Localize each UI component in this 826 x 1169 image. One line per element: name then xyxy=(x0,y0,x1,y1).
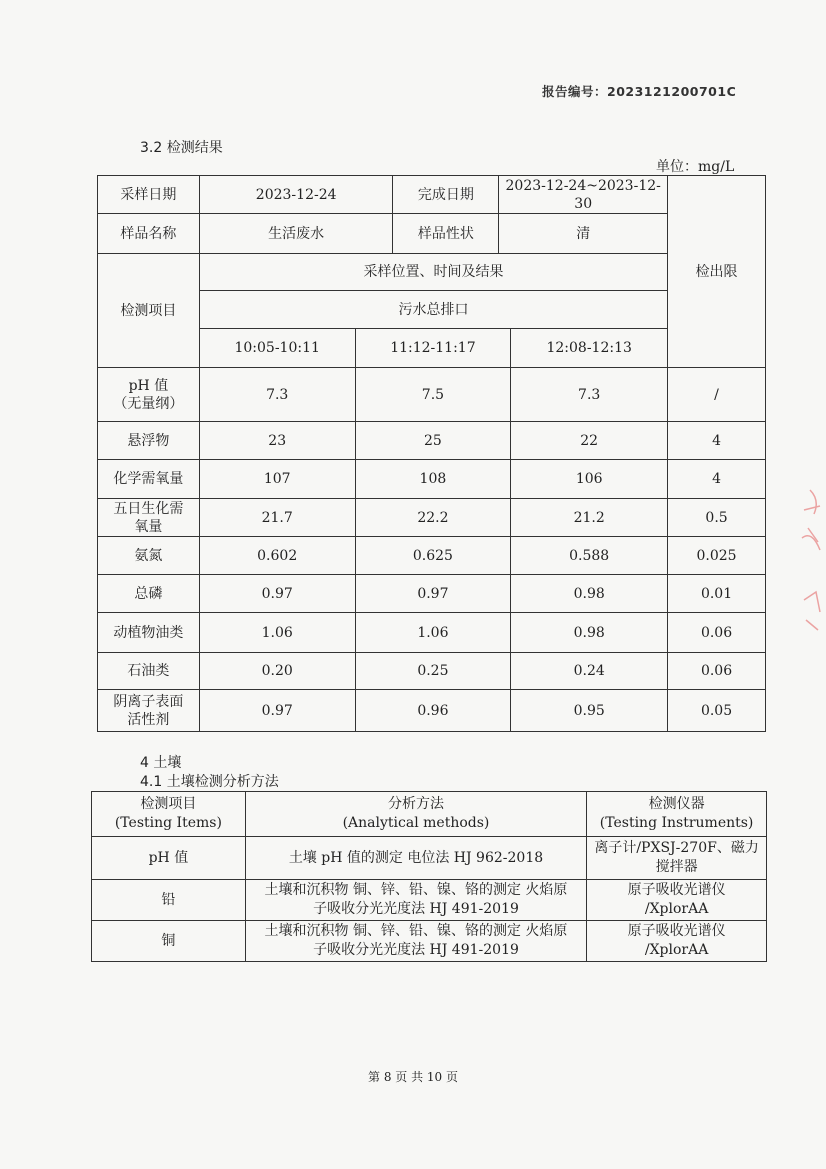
complete-date-value: 2023-12-24~2023-12-30 xyxy=(499,176,668,214)
method-header-item xyxy=(92,792,246,837)
label-sample-date: 采样日期 xyxy=(98,176,200,214)
result-item: 动植物油类 xyxy=(98,613,200,653)
result-limit: 4 xyxy=(668,460,766,499)
section-3-2-title: 3.2 检测结果 xyxy=(140,140,223,156)
result-row xyxy=(98,499,766,537)
result-limit: 0.01 xyxy=(668,575,766,613)
result-row xyxy=(98,613,766,653)
result-value-3: 0.588 xyxy=(511,537,668,575)
label-sample-state: 样品性状 xyxy=(393,214,499,254)
result-row xyxy=(98,653,766,690)
result-limit: 0.06 xyxy=(668,613,766,653)
method-header-item-en: (Testing Items) xyxy=(114,815,222,831)
result-value-3: 0.95 xyxy=(511,690,668,732)
sample-date-value: 2023-12-24 xyxy=(199,176,393,214)
result-value-2: 0.96 xyxy=(355,690,511,732)
result-item: 阴离子表面 活性剂 xyxy=(98,690,200,732)
report-number: 报告编号：2023121200701C xyxy=(542,84,737,99)
result-value-1: 0.97 xyxy=(199,575,355,613)
result-value-3: 21.2 xyxy=(511,499,668,537)
result-item: pH 值 （无量纲） xyxy=(98,368,200,422)
method-text: 土壤和沉积物 铜、锌、铅、镍、铬的测定 火焰原 子吸收分光光度法 HJ 491-2019 xyxy=(245,880,586,921)
result-row xyxy=(98,422,766,460)
result-value-2: 0.625 xyxy=(355,537,511,575)
method-row xyxy=(92,837,767,880)
result-item: 悬浮物 xyxy=(98,422,200,460)
result-value-1: 0.97 xyxy=(199,690,355,732)
section-4-1-title: 4.1 土壤检测分析方法 xyxy=(140,774,279,790)
time-slot-2: 11:12-11:17 xyxy=(355,329,511,368)
result-row xyxy=(98,575,766,613)
method-item: 铅 xyxy=(92,880,246,921)
page-footer: 第 8 页 共 10 页 xyxy=(368,1070,458,1084)
result-value-3: 7.3 xyxy=(511,368,668,422)
methods-table xyxy=(91,791,767,962)
method-text: 土壤 pH 值的测定 电位法 HJ 962-2018 xyxy=(245,837,586,880)
result-row xyxy=(98,368,766,422)
sample-name-value: 生活废水 xyxy=(199,214,393,254)
location-time-result-header: 采样位置、时间及结果 xyxy=(199,254,667,291)
unit-label: 单位：mg/L xyxy=(656,159,735,175)
result-value-1: 0.20 xyxy=(199,653,355,690)
result-value-2: 0.25 xyxy=(355,653,511,690)
result-limit: 0.5 xyxy=(668,499,766,537)
result-value-2: 1.06 xyxy=(355,613,511,653)
result-value-1: 21.7 xyxy=(199,499,355,537)
method-header-instrument xyxy=(587,792,767,837)
method-row xyxy=(92,921,767,962)
result-item: 总磷 xyxy=(98,575,200,613)
result-limit: 0.025 xyxy=(668,537,766,575)
result-value-1: 7.3 xyxy=(199,368,355,422)
method-item: 铜 xyxy=(92,921,246,962)
result-item: 化学需氧量 xyxy=(98,460,200,499)
result-limit: / xyxy=(668,368,766,422)
time-slot-3: 12:08-12:13 xyxy=(511,329,668,368)
result-value-2: 7.5 xyxy=(355,368,511,422)
test-item-header: 检测项目 xyxy=(98,254,200,368)
sample-state-value: 清 xyxy=(499,214,668,254)
result-limit: 0.06 xyxy=(668,653,766,690)
method-header-method-cn: 分析方法 xyxy=(387,796,444,812)
result-item: 石油类 xyxy=(98,653,200,690)
result-value-1: 1.06 xyxy=(199,613,355,653)
detection-limit-header: 检出限 xyxy=(668,176,766,368)
result-value-3: 22 xyxy=(511,422,668,460)
section-4-title: 4 土壤 xyxy=(140,755,182,771)
results-table xyxy=(97,175,766,732)
result-value-3: 0.24 xyxy=(511,653,668,690)
label-sample-name: 样品名称 xyxy=(98,214,200,254)
method-header-instrument-en: (Testing Instruments) xyxy=(599,815,754,831)
red-seal-fragment xyxy=(790,480,826,640)
time-slot-1: 10:05-10:11 xyxy=(199,329,355,368)
result-value-2: 0.97 xyxy=(355,575,511,613)
label-complete-date: 完成日期 xyxy=(393,176,499,214)
method-item: pH 值 xyxy=(92,837,246,880)
method-header-item-cn: 检测项目 xyxy=(140,796,197,812)
result-row xyxy=(98,690,766,732)
result-item: 氨氮 xyxy=(98,537,200,575)
location-value: 污水总排口 xyxy=(199,291,667,329)
result-limit: 4 xyxy=(668,422,766,460)
method-header-method-en: (Analytical methods) xyxy=(342,815,490,831)
result-value-2: 22.2 xyxy=(355,499,511,537)
method-instrument: 原子吸收光谱仪 /XplorAA xyxy=(587,880,767,921)
result-value-1: 23 xyxy=(199,422,355,460)
method-row xyxy=(92,880,767,921)
result-row xyxy=(98,460,766,499)
result-value-3: 0.98 xyxy=(511,613,668,653)
method-instrument: 离子计/PXSJ-270F、磁力 搅拌器 xyxy=(587,837,767,880)
result-item: 五日生化需 氧量 xyxy=(98,499,200,537)
result-limit: 0.05 xyxy=(668,690,766,732)
method-instrument: 原子吸收光谱仪 /XplorAA xyxy=(587,921,767,962)
result-value-1: 0.602 xyxy=(199,537,355,575)
result-value-3: 106 xyxy=(511,460,668,499)
result-value-2: 108 xyxy=(355,460,511,499)
result-value-2: 25 xyxy=(355,422,511,460)
method-header-instrument-cn: 检测仪器 xyxy=(648,796,705,812)
result-row xyxy=(98,537,766,575)
method-text: 土壤和沉积物 铜、锌、铅、镍、铬的测定 火焰原 子吸收分光光度法 HJ 491-2019 xyxy=(245,921,586,962)
method-header-method xyxy=(245,792,586,837)
result-value-1: 107 xyxy=(199,460,355,499)
result-value-3: 0.98 xyxy=(511,575,668,613)
